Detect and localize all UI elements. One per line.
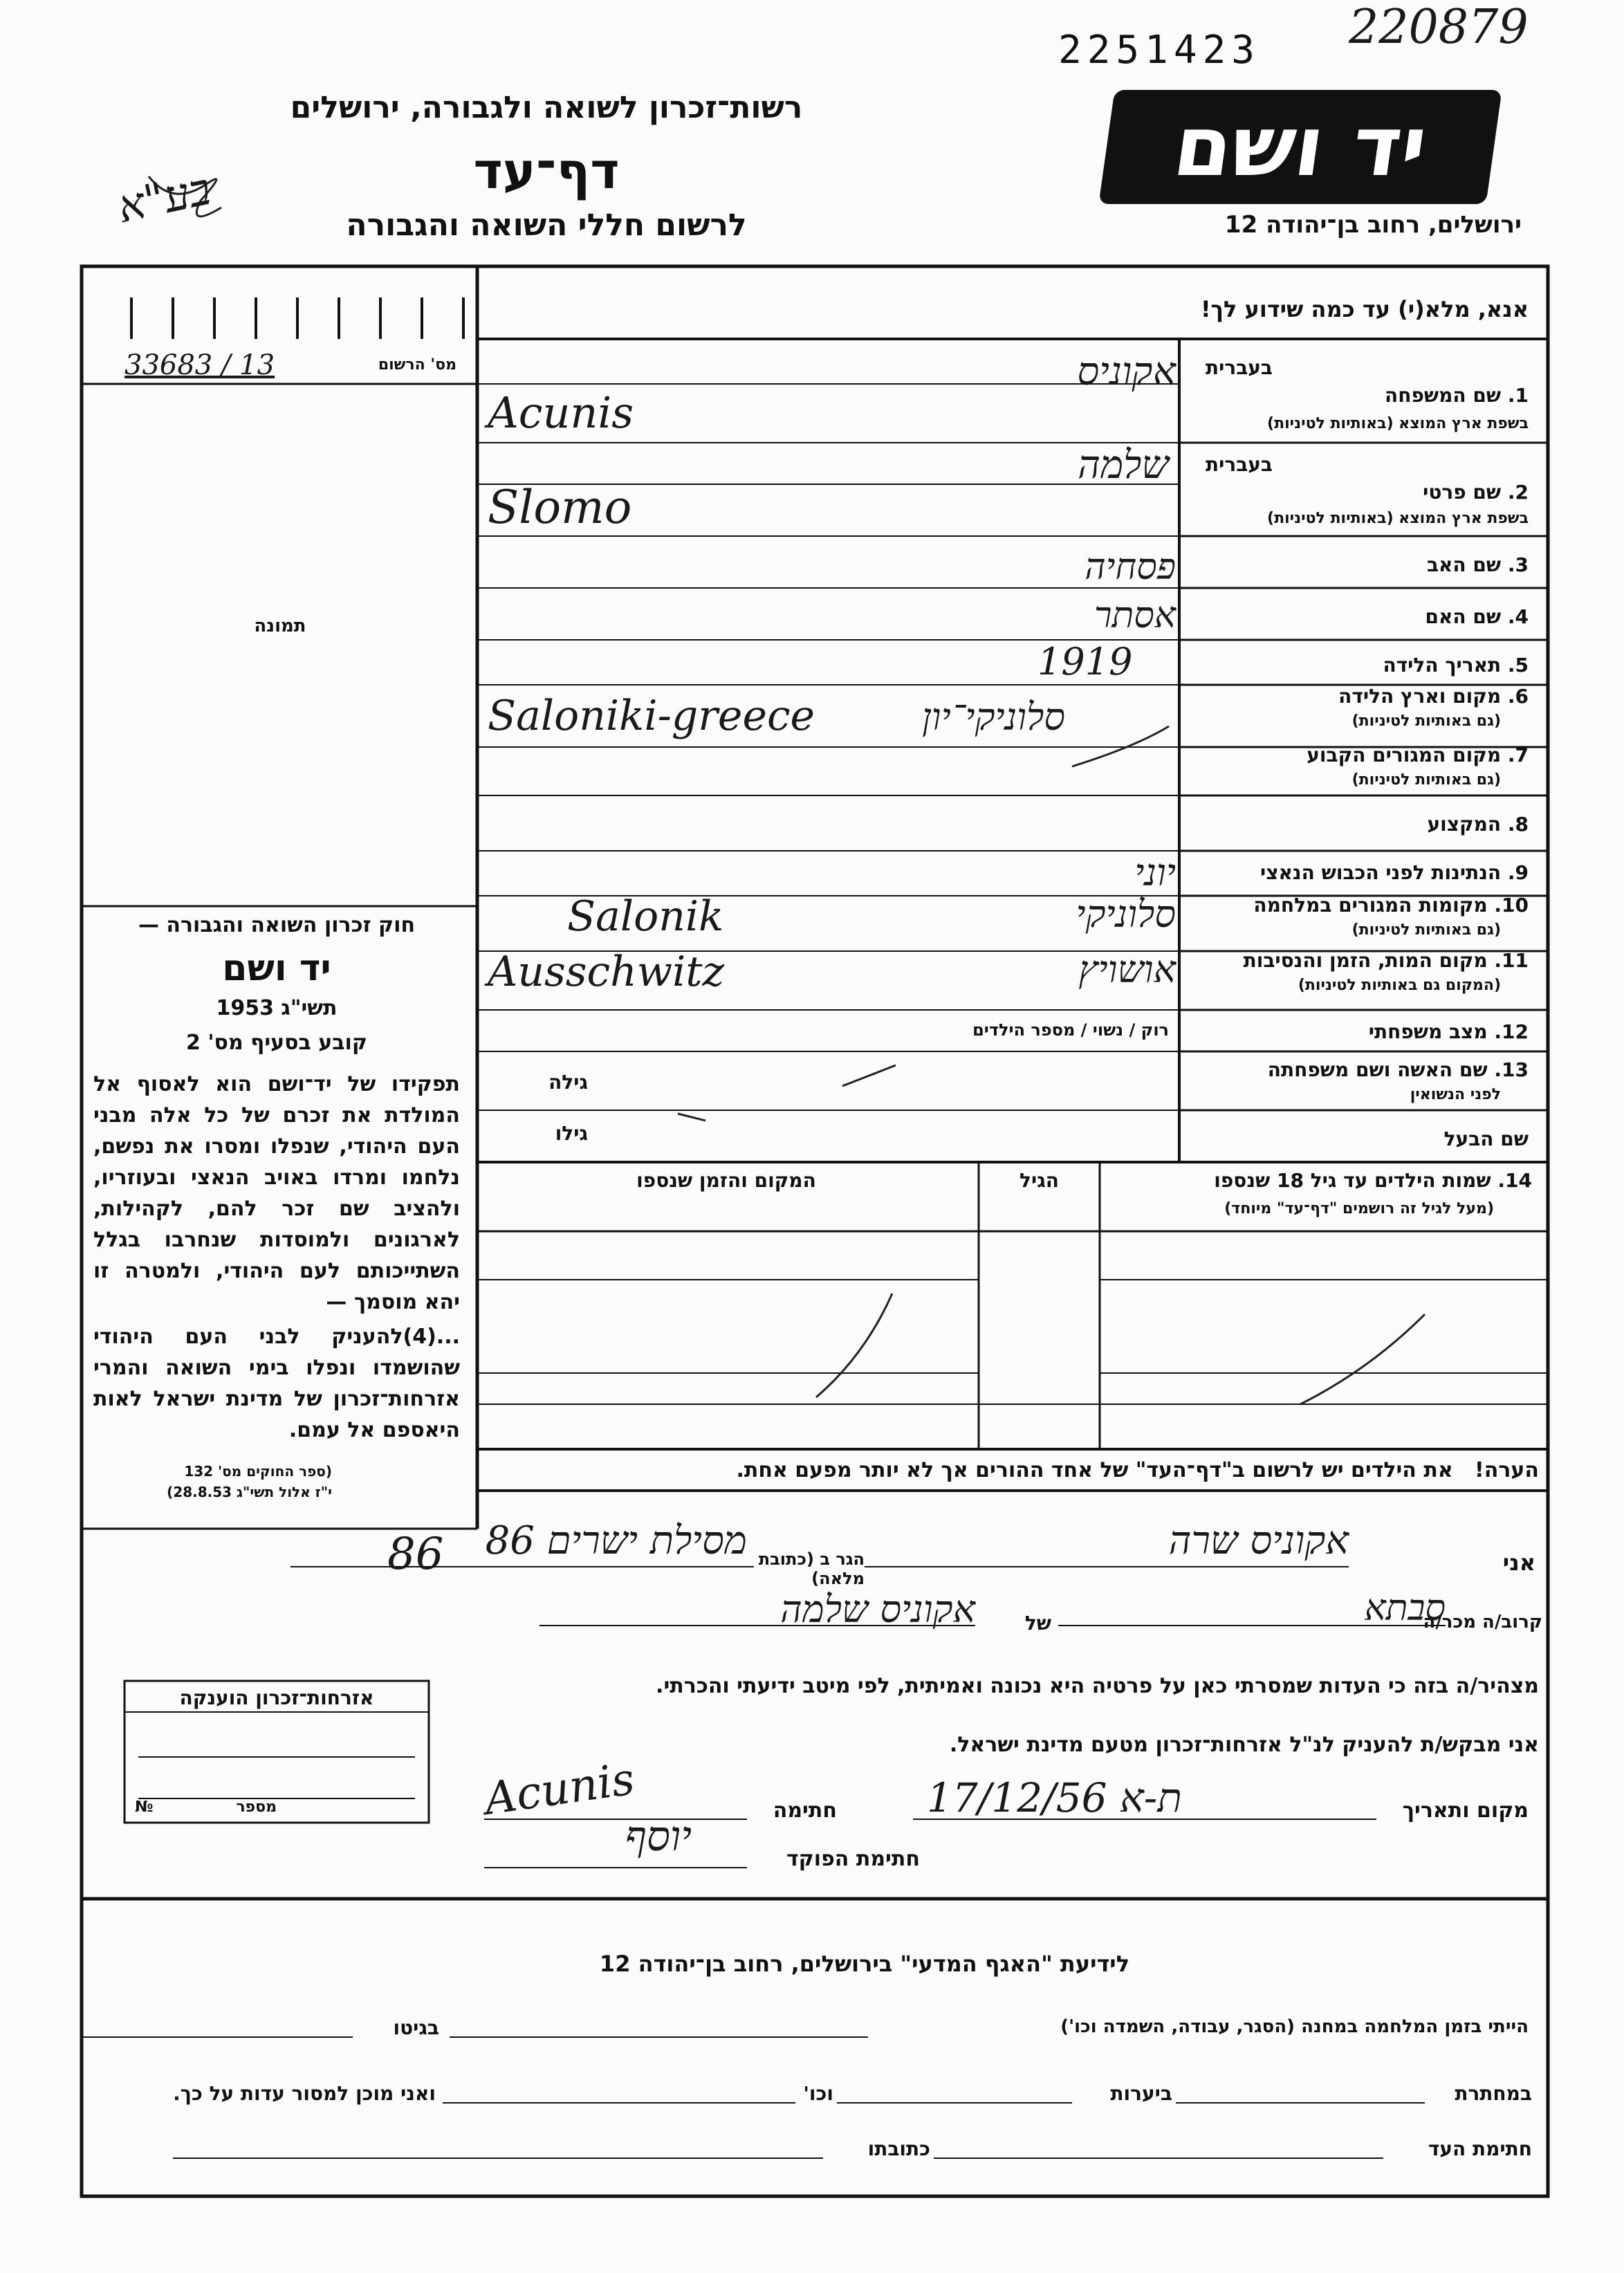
field-11-latin-value: Ausschwitz (488, 948, 725, 996)
declaration-statement: מצהיר/ה בזה כי העדות שמסרתי כאן על פרטיה היא נכונה ואמיתית, לפי מיטב ידיעתי והכרתי. (656, 1674, 1539, 1698)
field-10-latin-value: Salonik (567, 892, 724, 941)
field-6-value: סלוניקי־יון (922, 695, 1065, 739)
org-name: רשות־זכרון לשואה ולגבורה, ירושלים (290, 90, 803, 125)
margin-number: 86 (387, 1529, 444, 1580)
field-13-sub: לפני הנשואין (1410, 1086, 1501, 1103)
field-7-sub: (גם באותיות לטיניות) (1351, 771, 1501, 789)
field-1-latin-value: Acunis (488, 387, 634, 438)
field-12-options: רוק / נשוי / מספר הילדים (972, 1020, 1169, 1040)
field-2-latin-value: Slomo (488, 481, 632, 534)
field-12-label: 12. מצב משפחתי (1368, 1020, 1529, 1043)
place-date-label: מקום ותאריך (1402, 1798, 1529, 1823)
yad-vashem-logo: יד ושם (1098, 90, 1502, 204)
footer-address-label: כתובתו (867, 2137, 930, 2160)
children-place-column: המקום והזמן שנספו (636, 1169, 816, 1192)
field-1-hebrew-value: אקוניס (1077, 349, 1176, 394)
law-clause: קובע בסעיף מס' 2 (186, 1031, 367, 1055)
children-age-column: הגיל (1019, 1169, 1059, 1192)
field-1-sub: בשפת ארץ המוצא (באותיות לטיניות) (1267, 415, 1529, 432)
signature-value: Acunis (481, 1754, 638, 1825)
relation-value: סבתא (1364, 1588, 1446, 1629)
children-sub: (מעל לגיל זה רושמים "דף־עד" מיוחד) (1224, 1200, 1494, 1217)
law-text: תפקידו של יד־ושם הוא לאסוף אל המולדת את זכרם של כל אלה מבני העם היהודי, שנפלו ומסרו את נפשם, נלחמו ומרדו באויב הנאצי ובעוזריו, ולהציב שם זכר להם, לקהילות, לארגונים ולמוסדות שנחרבו בגלל השתייכותם לעם היהודי, ולמטרה זו יהא מוסמך — (93, 1072, 460, 1314)
margin-note: בע"א (113, 163, 216, 234)
victim-name: אקוניס שלמה (780, 1588, 975, 1631)
field-6-sub: (גם באותיות לטיניות) (1351, 712, 1501, 730)
field-2-lang-label: בעברית (1205, 453, 1273, 476)
field-2-hebrew-value: שלמה (1078, 443, 1169, 488)
address-label: הגר ב (כתובת מלאה) (758, 1549, 865, 1588)
field-10-label: 10. מקומות המגורים במלחמה (1253, 894, 1529, 917)
field-2-label: 2. שם פרטי (1423, 481, 1529, 504)
register-number: 33683 / 13 (124, 349, 275, 381)
footer-forests-label: ביערות (1110, 2082, 1172, 2105)
form-subtitle: לרשום חללי השואה והגבורה (346, 208, 747, 243)
field-1-label: 1. שם המשפחה (1385, 384, 1529, 407)
children-label: 14. שמות הילדים עד גיל 18 שנספו (1214, 1169, 1532, 1192)
field-13-label: 13. שם האשה ושם משפחתה (1267, 1058, 1529, 1081)
law-reference: (ספר החוקים מס' 132 (184, 1463, 332, 1480)
signature-label: חתימה (773, 1798, 837, 1823)
place-date-value: 17/12/56 ת-א (927, 1774, 1182, 1821)
husband-name-label: שם הבעל (1443, 1128, 1529, 1150)
document-number: 2251423 (1058, 28, 1261, 73)
declaration-request: אני מבקש/ת להעניק לנ"ל אזרחות־זכרון מטעם מדינת ישראל. (949, 1733, 1539, 1757)
handwritten-number: 220879 (1349, 0, 1529, 55)
footer-underground-label: במחתרת (1455, 2082, 1532, 2105)
husband-age-label: גילו (555, 1122, 588, 1145)
field-4-value: אסתר (1094, 595, 1176, 636)
relation-label: קרוב/ה מכר/ה (1423, 1612, 1542, 1632)
law-reference-date: י"ז אלול תשי"ג 28.8.53) (167, 1484, 332, 1500)
field-11-value: אושויץ (1078, 948, 1176, 991)
officer-signature-label: חתימת הפוקד (786, 1847, 920, 1871)
footer-ghetto-label: בגיטו (393, 2016, 439, 2039)
law-title: חוק זכרון השואה והגבורה — (138, 913, 416, 937)
citizenship-box-title: אזרחות־זכרון הוענקה (179, 1686, 374, 1709)
strike-mark (816, 1294, 892, 1397)
footer-witness-signature-label: חתימת העד (1428, 2137, 1532, 2160)
field-10-sub: (גם באותיות לטיניות) (1351, 921, 1501, 939)
field-9-value: יוני (1134, 851, 1176, 894)
field-6-latin-value: Saloniki-greece (488, 692, 815, 740)
law-name: יד ושם (222, 948, 331, 989)
footer-etc-label: וכו' (803, 2082, 833, 2105)
footer-camp-label: הייתי בזמן המלחמה במחנה (הסגר, עבודה, השמדה וכו') (1060, 2016, 1529, 2037)
field-9-label: 9. הנתינות לפני הכבוש הנאצי (1260, 861, 1529, 884)
officer-signature-value: יוסף (625, 1812, 692, 1861)
intro-instruction: אנא, מלא(י) עד כמה שידוע לך! (1200, 296, 1529, 322)
footer-heading: לידיעת "האגף המדעי" בירושלים, רחוב בן־יהודה 12 (599, 1951, 1130, 1977)
field-3-value: פסחיה (1085, 546, 1176, 588)
dash-mark (842, 1065, 896, 1086)
declaration-ani: אני (1502, 1549, 1535, 1576)
of-label: של (1024, 1612, 1051, 1635)
field-7-label: 7. מקום המגורים הקבוע (1307, 744, 1529, 766)
dash-mark (678, 1114, 705, 1121)
field-1-lang-label: בעברית (1205, 356, 1273, 379)
strike-mark (1300, 1314, 1425, 1404)
note: הערה! את הילדים יש לרשום ב"דף־העד" של אחד ההורים אך לא יותר מפעם אחת. (736, 1458, 1539, 1482)
field-8-label: 8. המקצוע (1427, 813, 1529, 836)
field-3-label: 3. שם האב (1426, 553, 1529, 576)
address: ירושלים, רחוב בן־יהודה 12 (1224, 211, 1522, 239)
field-11-sub: (המקום גם באותיות לטיניות) (1298, 977, 1501, 994)
citizenship-box-no: № (135, 1798, 154, 1816)
declarant-address: מסילת ישרים 86 (485, 1518, 747, 1563)
field-11-label: 11. מקום המות, הזמן והנסיבות (1243, 949, 1529, 972)
photo-label: תמונה (254, 616, 306, 636)
declarant-name: אקוניס שרה (1168, 1518, 1349, 1563)
field-10-value: סלוניקי (1076, 892, 1176, 936)
law-text-continued: ...(4)להעניק לבני העם היהודי שהושמדו ונפלו בימי השואה והמרי אזרחות־זכרון של מדינת ישראל לאות היאספם אל עמם. (93, 1325, 460, 1442)
field-2-sub: בשפת ארץ המוצא (באותיות לטיניות) (1267, 510, 1529, 527)
field-6-label: 6. מקום וארץ הלידה (1338, 685, 1529, 708)
footer-testimony-label: ואני מוכן למסור עדות על כך. (173, 2082, 436, 2105)
law-year: תשי"ג 1953 (216, 996, 338, 1020)
form-title: דף־עד (473, 142, 620, 200)
field-5-label: 5. תאריך הלידה (1383, 654, 1529, 677)
citizenship-box-number-label: מספר (236, 1798, 277, 1816)
field-5-value: 1919 (1037, 640, 1133, 683)
field-4-label: 4. שם האם (1425, 605, 1529, 628)
register-label: מס' הרשום (378, 356, 456, 374)
field-13-age-label: גילה (548, 1071, 588, 1094)
